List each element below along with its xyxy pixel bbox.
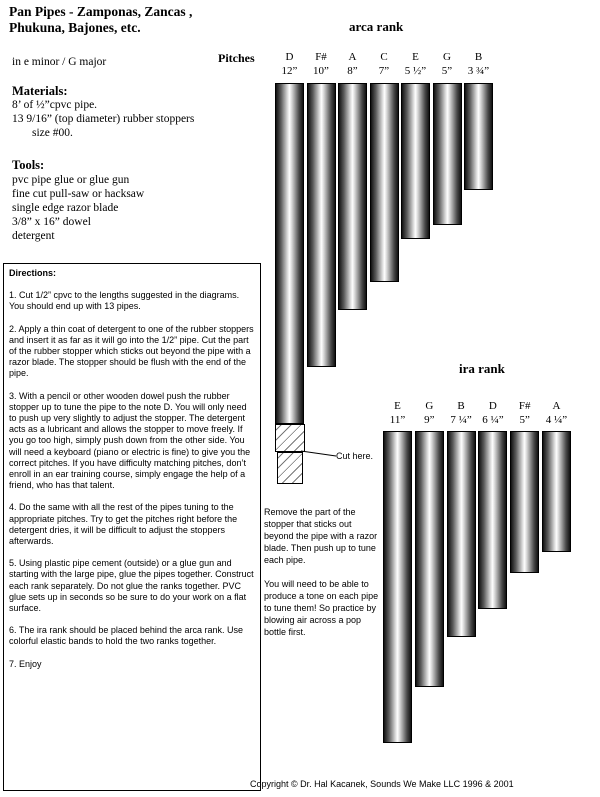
direction-step: 6. The ira rank should be placed behind the arca rank. Use colorful elastic bands to hold the two ranks together. [9, 625, 243, 647]
arca-pipe-note: B [474, 51, 483, 63]
arca-pipe [307, 83, 336, 367]
page-title: Pan Pipes - Zamponas, Zancas , Phukuna, Bajones, etc. [9, 4, 193, 35]
tuning-note-text: Remove the part of the stopper that sticks out beyond the pipe with a razor blade. Then push up to tune each pipe. [264, 507, 378, 565]
arca-pipe [401, 83, 430, 239]
tools-item: fine cut pull-saw or hacksaw [12, 188, 145, 200]
ira-pipe-note: F# [518, 400, 531, 412]
arca-pipe-note: C [380, 51, 388, 63]
arca-pipe-note: G [443, 51, 451, 63]
directions-box [3, 263, 261, 791]
arca-pipe [275, 83, 304, 424]
ira-pipe-length: 11” [389, 414, 406, 426]
cut-here-label: Cut here. [336, 451, 374, 461]
ira-pipe [478, 431, 507, 609]
ira-pipe [415, 431, 444, 687]
arca-pipe [464, 83, 493, 190]
tools-item: pvc pipe glue or glue gun [12, 174, 130, 186]
arca-pipe [338, 83, 367, 310]
arca-pipe-length: 12” [281, 65, 298, 77]
ira-pipe-length: 5” [519, 414, 530, 426]
direction-step: 4. Do the same with all the rest of the pipes tuning to the appropriate pitches. Try to get the pitches right before the detergent dries, it will be difficult to adjust the stoppers afterwards. [9, 502, 238, 547]
materials-item: 13 9/16” (top diameter) rubber stoppers size #00. [12, 113, 195, 139]
tuning-note [264, 506, 380, 650]
ira-pipe-length: 7 ¼” [450, 414, 472, 426]
pitches-label: Pitches [218, 51, 255, 65]
ira-pipe-length: 9” [424, 414, 435, 426]
copyright: Copyright © Dr. Hal Kacanek, Sounds We Make LLC 1996 & 2001 [250, 779, 514, 789]
materials-item: 8’ of ½”cpvc pipe. [12, 99, 98, 111]
key-note: in e minor / G major [12, 56, 107, 68]
tools-item: single edge razor blade [12, 202, 119, 214]
arca-pipe [433, 83, 462, 225]
ira-pipe [510, 431, 539, 573]
ira-pipe-note: A [552, 400, 561, 412]
direction-step: 3. With a pencil or other wooden dowel push the rubber stopper up to tune the pipe to the note D. You will only need to push up very slightly to adjust the stopper. The detergent acts as a lubricant and allows the stopper to move freely. If you go too high, simply push down from the other side. You will need a keyboard (piano or electric is fine) to give you the correct pitches. If you have difficulty matching pitches, don’t enroll in an ear training course, simply engage the help of a friend, who has that talent. [9, 390, 251, 491]
arca-pipe-length: 5” [441, 65, 453, 77]
directions-heading: Directions: [9, 268, 57, 278]
arca-pipe-length: 10” [313, 65, 329, 77]
tools-item: detergent [12, 230, 55, 242]
ira-pipe-length: 4 ¼” [545, 414, 568, 426]
arca-pipe-note: F# [315, 51, 327, 63]
ira-pipe-note: D [488, 400, 497, 412]
direction-step: 7. Enjoy [9, 658, 42, 669]
ira-pipe-note: B [457, 400, 465, 412]
ira-pipe [447, 431, 476, 637]
arca-pipe-length: 8” [347, 65, 358, 77]
ira-pipe-length: 6 ¼” [482, 414, 504, 426]
tuning-note-text: You will need to be able to produce a tone on each pipe to tune them! So practice by blowing air across a pop bottle first. [264, 579, 379, 637]
ira-pipe-note: G [425, 400, 434, 412]
direction-step: 5. Using plastic pipe cement (outside) or a glue gun and starting with the large pipe, glue the pipes together. Construct each rank separately. Do not glue the ranks together. PVC glue sets up in seconds so be sure to do your work on a flat surface. [9, 558, 254, 614]
ira-rank-title: ira rank [459, 361, 505, 376]
materials-heading: Materials: [12, 84, 68, 98]
direction-step: 1. Cut 1/2” cpvc to the lengths suggested in the diagrams. You should end up with 13 pipes. [9, 290, 240, 312]
tools-item: 3/8” x 16” dowel [12, 216, 91, 228]
ira-pipe-note: E [394, 400, 401, 412]
arca-pipe-length: 7” [378, 65, 390, 77]
direction-step: 2. Apply a thin coat of detergent to one of the rubber stoppers and insert it as far as it will go into the 1/2” pipe. Cut the part of the rubber stopper which sticks out beyond the pipe with a razor blade. The stopper should be flush with the end of the pipe. [9, 323, 254, 379]
ira-pipe [383, 431, 412, 743]
arca-pipe-note: E [412, 51, 419, 63]
arca-rank-title: arca rank [349, 19, 404, 34]
arca-pipe-note: A [348, 51, 357, 63]
arca-pipe-note: D [285, 51, 294, 63]
materials-list [12, 98, 212, 140]
tools-list [12, 173, 144, 243]
ira-pipe [542, 431, 571, 552]
cut-arrow-icon [300, 448, 340, 460]
arca-pipe-length: 3 ¾” [467, 65, 490, 77]
tools-heading: Tools: [12, 158, 45, 172]
arca-pipe-length: 5 ½” [404, 65, 427, 77]
arca-pipe [370, 83, 399, 282]
